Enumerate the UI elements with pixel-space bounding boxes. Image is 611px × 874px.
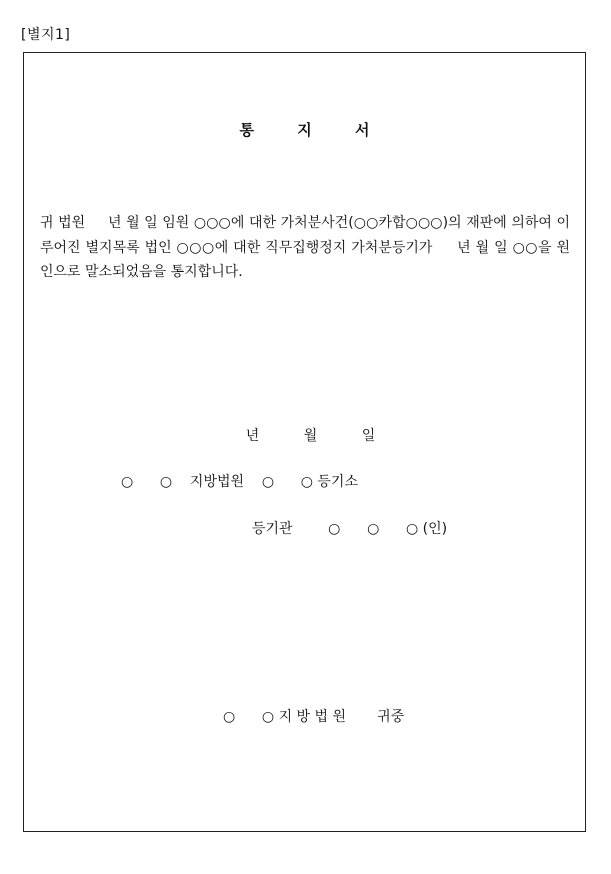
addressee-line: ○ ○ 지 방 법 원 귀중	[223, 709, 405, 725]
registrar-signature-line: 등기관 ○ ○ ○ (인)	[252, 521, 448, 537]
document-title: 통 지 서	[239, 121, 370, 139]
notice-body: 귀 법원 년 월 일 임원 ○○○에 대한 가처분사건(○○카합○○○)의 재판에 의하여 이루어진 별지목록 법인 ○○○에 대한 직무집행정지 가처분등기가 년 월 일 ○○을 원인으로 말소되었음을 통지합니다.	[40, 215, 570, 280]
attachment-label: [별지1]	[21, 27, 71, 43]
court-registry-line: ○ ○ 지방법원 ○ ○ 등기소	[121, 474, 358, 490]
date-line: 년 월 일	[245, 428, 376, 444]
notice-document	[23, 52, 586, 832]
